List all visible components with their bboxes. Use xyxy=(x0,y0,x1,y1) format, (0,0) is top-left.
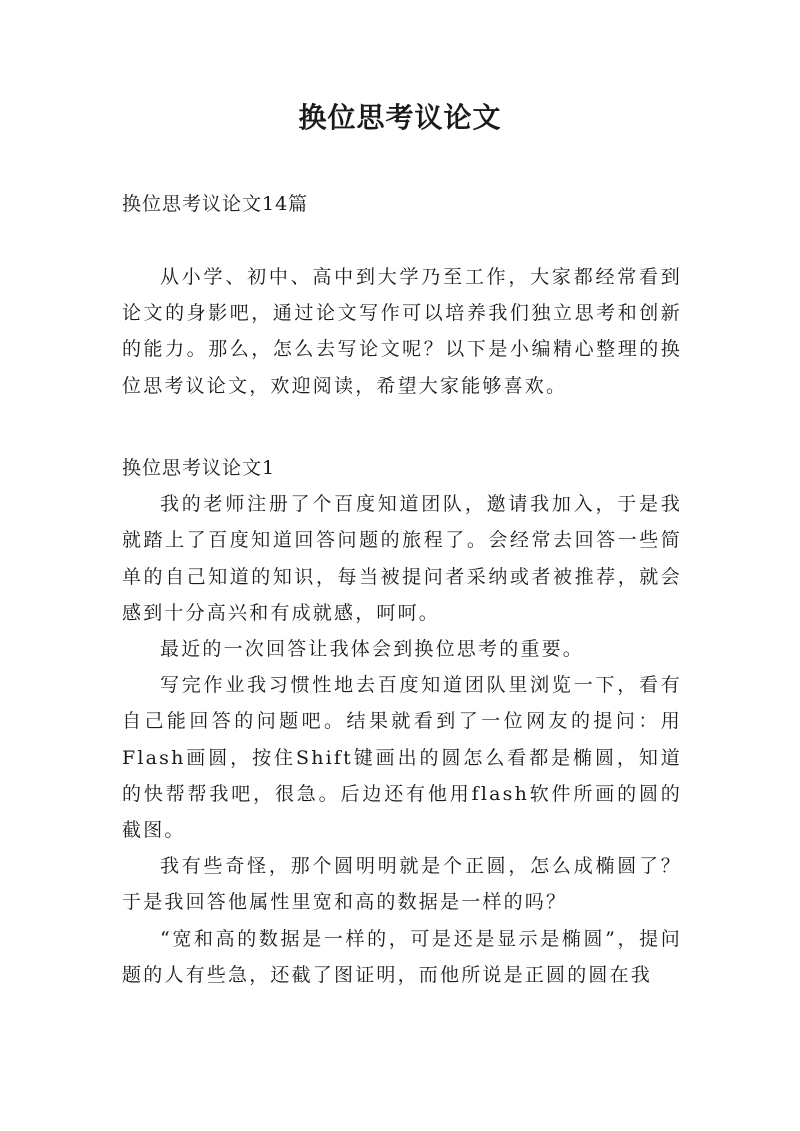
body-paragraph: 我的老师注册了个百度知道团队，邀请我加入，于是我就踏上了百度知道回答问题的旅程了。会经常去回答一些简单的自己知道的知识，每当被提问者采纳或者被推荐，就会感到十分高兴和有成就感，呵呵。 xyxy=(122,493,682,624)
document-title: 换位思考议论文 xyxy=(298,101,502,134)
body-paragraph: 最近的一次回答让我体会到换位思考的重要。 xyxy=(160,638,585,661)
intro-section xyxy=(122,259,682,404)
body-paragraph: “宽和高的数据是一样的，可是还是显示是椭圆”，提问题的人有些急，还截了图证明，而他所说是正圆的圆在我 xyxy=(122,927,682,986)
body-paragraph: 写完作业我习惯性地去百度知道团队里浏览一下，看有自己能回答的问题吧。结果就看到了一位网友的提问：用Flash画圆，按住Shift键画出的圆怎么看都是椭圆，知道的快帮帮我吧，很急。后边还有他用flash软件所画的圆的截图。 xyxy=(122,674,682,842)
intro-paragraph: 从小学、初中、高中到大学乃至工作，大家都经常看到论文的身影吧，通过论文写作可以培养我们独立思考和创新的能力。那么，怎么去写论文呢？以下是小编精心整理的换位思考议论文，欢迎阅读，希望大家能够喜欢。 xyxy=(122,266,682,397)
body-paragraph: 我有些奇怪，那个圆明明就是个正圆，怎么成椭圆了？于是我回答他属性里宽和高的数据是一样的吗？ xyxy=(122,855,682,914)
section-heading: 换位思考议论文1 xyxy=(122,457,276,479)
essay-section xyxy=(122,450,682,993)
document-subtitle: 换位思考议论文14篇 xyxy=(122,193,309,215)
